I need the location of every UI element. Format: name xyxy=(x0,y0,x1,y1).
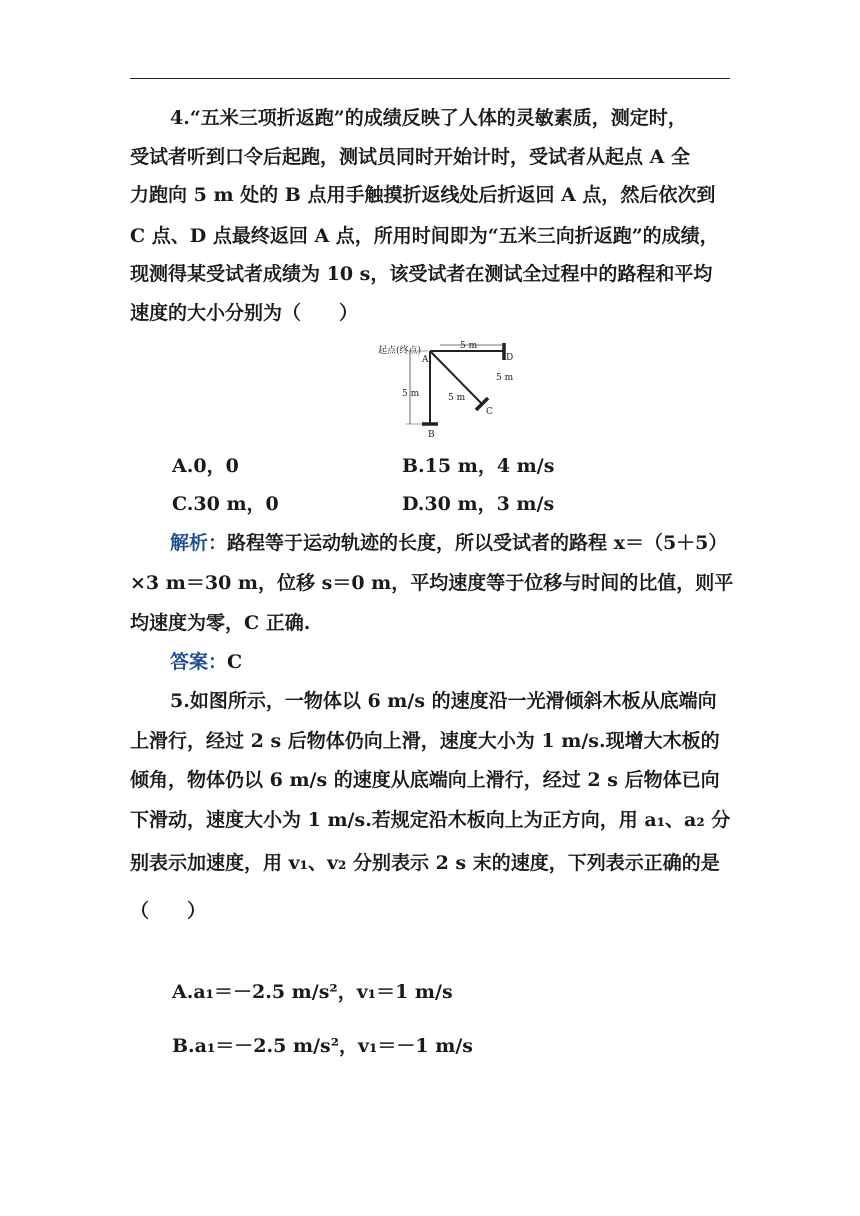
q5-line-5: 别表示加速度，用 v₁、v₂ 分别表示 2 s 末的速度，下列表示正确的是 xyxy=(130,852,720,874)
q4-analysis-line-2: ×3 m＝30 m，位移 s＝0 m，平均速度等于位移与时间的比值，则平 xyxy=(130,572,734,594)
q5-line-6: （ ） xyxy=(130,900,207,922)
answer-label: 答案： xyxy=(170,651,228,673)
header-rule xyxy=(130,78,730,79)
right-dim-label: 5 m xyxy=(496,373,514,383)
analysis-label: 解析： xyxy=(170,532,228,554)
q4-option-b: B.15 m，4 m/s xyxy=(402,455,555,477)
top-dim-label: 5 m xyxy=(460,341,478,351)
q5-option-a: A.a₁＝－2.5 m/s²，v₁＝1 m/s xyxy=(172,981,453,1003)
q5-line-3: 倾角，物体仍以 6 m/s 的速度从底端向上滑行，经过 2 s 后物体已向 xyxy=(130,769,720,791)
q4-option-d: D.30 m，3 m/s xyxy=(402,493,555,515)
q5-line-1: 5.如图所示，一物体以 6 m/s 的速度沿一光滑倾斜木板从底端向 xyxy=(170,690,717,712)
label-b: B xyxy=(428,430,435,440)
shuttle-run-diagram xyxy=(376,338,516,442)
q4-option-a: A.0，0 xyxy=(172,455,239,477)
q4-option-c: C.30 m，0 xyxy=(172,493,279,515)
q4-line-5: 现测得某受试者成绩为 10 s，该受试者在测试全过程中的路程和平均 xyxy=(130,263,713,285)
label-c: C xyxy=(486,407,493,417)
q4-line-6: 速度的大小分别为（ ） xyxy=(130,302,359,324)
q5-line-2: 上滑行，经过 2 s 后物体仍向上滑，速度大小为 1 m/s.现增大木板的 xyxy=(130,730,720,752)
q4-answer xyxy=(170,650,730,674)
q4-line-1: 4.“五米三项折返跑”的成绩反映了人体的灵敏素质，测定时， xyxy=(170,107,687,129)
label-a: A xyxy=(422,355,429,365)
answer-value: C xyxy=(227,651,243,673)
label-d: D xyxy=(506,353,514,363)
q5-line-4: 下滑动，速度大小为 1 m/s.若规定沿木板向上为正方向，用 a₁、a₂ 分 xyxy=(130,809,731,831)
analysis-text-1: 路程等于运动轨迹的长度，所以受试者的路程 x＝（5＋5） xyxy=(227,532,728,554)
q4-line-2: 受试者听到口令后起跑，测试员同时开始计时，受试者从起点 A 全 xyxy=(130,146,690,168)
q4-analysis-line-1 xyxy=(170,531,730,555)
start-label: 起点(终点) xyxy=(378,346,422,356)
q4-line-4: C 点、D 点最终返回 A 点，所用时间即为“五米三向折返跑”的成绩， xyxy=(130,225,719,247)
left-dim-label: 5 m xyxy=(402,389,420,399)
q4-line-3: 力跑向 5 m 处的 B 点用手触摸折返线处后折返回 A 点，然后依次到 xyxy=(130,184,716,206)
diag-dim-label: 5 m xyxy=(448,393,466,403)
q4-analysis-line-3: 均速度为零，C 正确. xyxy=(130,612,311,634)
q5-option-b: B.a₁＝－2.5 m/s²，v₁＝－1 m/s xyxy=(172,1035,473,1057)
